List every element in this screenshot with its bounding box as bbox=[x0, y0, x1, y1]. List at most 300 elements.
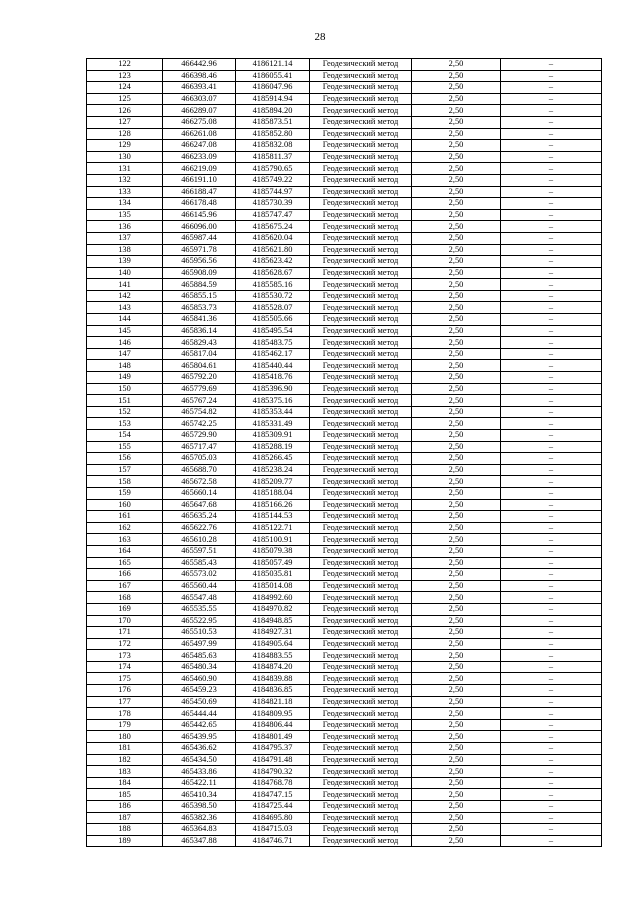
method-cell: Геодезический метод bbox=[310, 627, 412, 639]
accuracy-cell: 2,50 bbox=[412, 430, 501, 442]
point-number-cell: 188 bbox=[87, 824, 163, 836]
table-row bbox=[87, 116, 602, 128]
y-coordinate-cell: 4185675.24 bbox=[236, 221, 310, 233]
method-cell: Геодезический метод bbox=[310, 743, 412, 755]
accuracy-cell: 2,50 bbox=[412, 476, 501, 488]
table-row bbox=[87, 545, 602, 557]
method-cell: Геодезический метод bbox=[310, 487, 412, 499]
accuracy-cell: 2,50 bbox=[412, 151, 501, 163]
description-cell: – bbox=[501, 615, 602, 627]
description-cell: – bbox=[501, 835, 602, 847]
y-coordinate-cell: 4185035.81 bbox=[236, 569, 310, 581]
point-number-cell: 150 bbox=[87, 383, 163, 395]
accuracy-cell: 2,50 bbox=[412, 592, 501, 604]
accuracy-cell: 2,50 bbox=[412, 383, 501, 395]
x-coordinate-cell: 466393.41 bbox=[163, 82, 236, 94]
y-coordinate-cell: 4185744.97 bbox=[236, 186, 310, 198]
method-cell: Геодезический метод bbox=[310, 603, 412, 615]
y-coordinate-cell: 4185747.47 bbox=[236, 209, 310, 221]
point-number-cell: 123 bbox=[87, 70, 163, 82]
x-coordinate-cell: 465450.69 bbox=[163, 696, 236, 708]
method-cell: Геодезический метод bbox=[310, 534, 412, 546]
y-coordinate-cell: 4184790.32 bbox=[236, 766, 310, 778]
description-cell: – bbox=[501, 174, 602, 186]
method-cell: Геодезический метод bbox=[310, 198, 412, 210]
description-cell: – bbox=[501, 59, 602, 71]
y-coordinate-cell: 4184747.15 bbox=[236, 789, 310, 801]
point-number-cell: 159 bbox=[87, 487, 163, 499]
table-row bbox=[87, 592, 602, 604]
table-row bbox=[87, 174, 602, 186]
method-cell: Геодезический метод bbox=[310, 766, 412, 778]
description-cell: – bbox=[501, 557, 602, 569]
y-coordinate-cell: 4184715.03 bbox=[236, 824, 310, 836]
x-coordinate-cell: 466219.09 bbox=[163, 163, 236, 175]
accuracy-cell: 2,50 bbox=[412, 116, 501, 128]
point-number-cell: 162 bbox=[87, 522, 163, 534]
description-cell: – bbox=[501, 93, 602, 105]
table-row bbox=[87, 580, 602, 592]
y-coordinate-cell: 4185894.20 bbox=[236, 105, 310, 117]
point-number-cell: 137 bbox=[87, 232, 163, 244]
y-coordinate-cell: 4184927.31 bbox=[236, 627, 310, 639]
x-coordinate-cell: 466145.96 bbox=[163, 209, 236, 221]
y-coordinate-cell: 4185790.65 bbox=[236, 163, 310, 175]
description-cell: – bbox=[501, 116, 602, 128]
point-number-cell: 173 bbox=[87, 650, 163, 662]
x-coordinate-cell: 465688.70 bbox=[163, 464, 236, 476]
table-row bbox=[87, 476, 602, 488]
y-coordinate-cell: 4185353.44 bbox=[236, 406, 310, 418]
y-coordinate-cell: 4185209.77 bbox=[236, 476, 310, 488]
accuracy-cell: 2,50 bbox=[412, 534, 501, 546]
description-cell: – bbox=[501, 395, 602, 407]
method-cell: Геодезический метод bbox=[310, 337, 412, 349]
method-cell: Геодезический метод bbox=[310, 256, 412, 268]
accuracy-cell: 2,50 bbox=[412, 337, 501, 349]
point-number-cell: 127 bbox=[87, 116, 163, 128]
table-row bbox=[87, 673, 602, 685]
coordinates-table-body bbox=[87, 59, 602, 847]
accuracy-cell: 2,50 bbox=[412, 105, 501, 117]
table-row bbox=[87, 453, 602, 465]
accuracy-cell: 2,50 bbox=[412, 569, 501, 581]
table-row bbox=[87, 325, 602, 337]
y-coordinate-cell: 4185852.80 bbox=[236, 128, 310, 140]
x-coordinate-cell: 465792.20 bbox=[163, 372, 236, 384]
accuracy-cell: 2,50 bbox=[412, 673, 501, 685]
table-row bbox=[87, 441, 602, 453]
y-coordinate-cell: 4185749.22 bbox=[236, 174, 310, 186]
table-row bbox=[87, 661, 602, 673]
table-row bbox=[87, 244, 602, 256]
accuracy-cell: 2,50 bbox=[412, 580, 501, 592]
description-cell: – bbox=[501, 406, 602, 418]
table-row bbox=[87, 59, 602, 71]
table-row bbox=[87, 290, 602, 302]
description-cell: – bbox=[501, 348, 602, 360]
x-coordinate-cell: 465497.99 bbox=[163, 638, 236, 650]
table-row bbox=[87, 93, 602, 105]
method-cell: Геодезический метод bbox=[310, 128, 412, 140]
table-row bbox=[87, 128, 602, 140]
accuracy-cell: 2,50 bbox=[412, 615, 501, 627]
accuracy-cell: 2,50 bbox=[412, 418, 501, 430]
table-row bbox=[87, 499, 602, 511]
method-cell: Геодезический метод bbox=[310, 232, 412, 244]
table-row bbox=[87, 627, 602, 639]
description-cell: – bbox=[501, 209, 602, 221]
accuracy-cell: 2,50 bbox=[412, 719, 501, 731]
point-number-cell: 153 bbox=[87, 418, 163, 430]
method-cell: Геодезический метод bbox=[310, 430, 412, 442]
y-coordinate-cell: 4185621.80 bbox=[236, 244, 310, 256]
method-cell: Геодезический метод bbox=[310, 464, 412, 476]
point-number-cell: 154 bbox=[87, 430, 163, 442]
accuracy-cell: 2,50 bbox=[412, 221, 501, 233]
description-cell: – bbox=[501, 105, 602, 117]
x-coordinate-cell: 466247.08 bbox=[163, 140, 236, 152]
y-coordinate-cell: 4185288.19 bbox=[236, 441, 310, 453]
table-row bbox=[87, 719, 602, 731]
accuracy-cell: 2,50 bbox=[412, 696, 501, 708]
point-number-cell: 129 bbox=[87, 140, 163, 152]
x-coordinate-cell: 466096.00 bbox=[163, 221, 236, 233]
table-row bbox=[87, 163, 602, 175]
y-coordinate-cell: 4185440.44 bbox=[236, 360, 310, 372]
y-coordinate-cell: 4184883.55 bbox=[236, 650, 310, 662]
point-number-cell: 130 bbox=[87, 151, 163, 163]
accuracy-cell: 2,50 bbox=[412, 174, 501, 186]
y-coordinate-cell: 4184801.49 bbox=[236, 731, 310, 743]
point-number-cell: 182 bbox=[87, 754, 163, 766]
point-number-cell: 148 bbox=[87, 360, 163, 372]
accuracy-cell: 2,50 bbox=[412, 824, 501, 836]
point-number-cell: 144 bbox=[87, 314, 163, 326]
table-row bbox=[87, 511, 602, 523]
description-cell: – bbox=[501, 766, 602, 778]
accuracy-cell: 2,50 bbox=[412, 557, 501, 569]
point-number-cell: 169 bbox=[87, 603, 163, 615]
y-coordinate-cell: 4185530.72 bbox=[236, 290, 310, 302]
method-cell: Геодезический метод bbox=[310, 801, 412, 813]
method-cell: Геодезический метод bbox=[310, 754, 412, 766]
y-coordinate-cell: 4185620.04 bbox=[236, 232, 310, 244]
accuracy-cell: 2,50 bbox=[412, 279, 501, 291]
method-cell: Геодезический метод bbox=[310, 638, 412, 650]
table-row bbox=[87, 615, 602, 627]
x-coordinate-cell: 465841.36 bbox=[163, 314, 236, 326]
x-coordinate-cell: 465717.47 bbox=[163, 441, 236, 453]
description-cell: – bbox=[501, 221, 602, 233]
accuracy-cell: 2,50 bbox=[412, 198, 501, 210]
method-cell: Геодезический метод bbox=[310, 406, 412, 418]
point-number-cell: 132 bbox=[87, 174, 163, 186]
x-coordinate-cell: 466261.08 bbox=[163, 128, 236, 140]
point-number-cell: 179 bbox=[87, 719, 163, 731]
table-row bbox=[87, 186, 602, 198]
table-row bbox=[87, 801, 602, 813]
table-row bbox=[87, 766, 602, 778]
description-cell: – bbox=[501, 824, 602, 836]
x-coordinate-cell: 465436.62 bbox=[163, 743, 236, 755]
method-cell: Геодезический метод bbox=[310, 685, 412, 697]
table-row bbox=[87, 221, 602, 233]
table-row bbox=[87, 383, 602, 395]
point-number-cell: 168 bbox=[87, 592, 163, 604]
point-number-cell: 164 bbox=[87, 545, 163, 557]
y-coordinate-cell: 4186055.41 bbox=[236, 70, 310, 82]
table-row bbox=[87, 418, 602, 430]
table-row bbox=[87, 603, 602, 615]
method-cell: Геодезический метод bbox=[310, 279, 412, 291]
accuracy-cell: 2,50 bbox=[412, 835, 501, 847]
x-coordinate-cell: 465433.86 bbox=[163, 766, 236, 778]
description-cell: – bbox=[501, 801, 602, 813]
point-number-cell: 135 bbox=[87, 209, 163, 221]
point-number-cell: 146 bbox=[87, 337, 163, 349]
x-coordinate-cell: 465754.82 bbox=[163, 406, 236, 418]
x-coordinate-cell: 466233.09 bbox=[163, 151, 236, 163]
y-coordinate-cell: 4185079.38 bbox=[236, 545, 310, 557]
method-cell: Геодезический метод bbox=[310, 661, 412, 673]
description-cell: – bbox=[501, 325, 602, 337]
y-coordinate-cell: 4185238.24 bbox=[236, 464, 310, 476]
x-coordinate-cell: 465480.34 bbox=[163, 661, 236, 673]
accuracy-cell: 2,50 bbox=[412, 603, 501, 615]
x-coordinate-cell: 465647.68 bbox=[163, 499, 236, 511]
x-coordinate-cell: 466442.96 bbox=[163, 59, 236, 71]
y-coordinate-cell: 4184874.20 bbox=[236, 661, 310, 673]
point-number-cell: 124 bbox=[87, 82, 163, 94]
point-number-cell: 143 bbox=[87, 302, 163, 314]
x-coordinate-cell: 465444.44 bbox=[163, 708, 236, 720]
method-cell: Геодезический метод bbox=[310, 163, 412, 175]
y-coordinate-cell: 4185914.94 bbox=[236, 93, 310, 105]
y-coordinate-cell: 4185462.17 bbox=[236, 348, 310, 360]
y-coordinate-cell: 4185623.42 bbox=[236, 256, 310, 268]
x-coordinate-cell: 465804.61 bbox=[163, 360, 236, 372]
description-cell: – bbox=[501, 302, 602, 314]
point-number-cell: 174 bbox=[87, 661, 163, 673]
description-cell: – bbox=[501, 198, 602, 210]
accuracy-cell: 2,50 bbox=[412, 627, 501, 639]
method-cell: Геодезический метод bbox=[310, 174, 412, 186]
accuracy-cell: 2,50 bbox=[412, 163, 501, 175]
table-row bbox=[87, 696, 602, 708]
x-coordinate-cell: 466275.08 bbox=[163, 116, 236, 128]
method-cell: Геодезический метод bbox=[310, 360, 412, 372]
y-coordinate-cell: 4185528.07 bbox=[236, 302, 310, 314]
table-row bbox=[87, 279, 602, 291]
point-number-cell: 161 bbox=[87, 511, 163, 523]
point-number-cell: 172 bbox=[87, 638, 163, 650]
table-row bbox=[87, 569, 602, 581]
accuracy-cell: 2,50 bbox=[412, 325, 501, 337]
point-number-cell: 152 bbox=[87, 406, 163, 418]
method-cell: Геодезический метод bbox=[310, 731, 412, 743]
table-row bbox=[87, 731, 602, 743]
accuracy-cell: 2,50 bbox=[412, 70, 501, 82]
x-coordinate-cell: 465585.43 bbox=[163, 557, 236, 569]
x-coordinate-cell: 465908.09 bbox=[163, 267, 236, 279]
description-cell: – bbox=[501, 140, 602, 152]
y-coordinate-cell: 4185396.90 bbox=[236, 383, 310, 395]
x-coordinate-cell: 465779.69 bbox=[163, 383, 236, 395]
method-cell: Геодезический метод bbox=[310, 719, 412, 731]
accuracy-cell: 2,50 bbox=[412, 777, 501, 789]
point-number-cell: 166 bbox=[87, 569, 163, 581]
table-row bbox=[87, 835, 602, 847]
description-cell: – bbox=[501, 476, 602, 488]
accuracy-cell: 2,50 bbox=[412, 487, 501, 499]
point-number-cell: 185 bbox=[87, 789, 163, 801]
method-cell: Геодезический метод bbox=[310, 777, 412, 789]
point-number-cell: 181 bbox=[87, 743, 163, 755]
x-coordinate-cell: 465442.65 bbox=[163, 719, 236, 731]
table-row bbox=[87, 534, 602, 546]
description-cell: – bbox=[501, 592, 602, 604]
x-coordinate-cell: 465347.88 bbox=[163, 835, 236, 847]
x-coordinate-cell: 465767.24 bbox=[163, 395, 236, 407]
table-row bbox=[87, 372, 602, 384]
description-cell: – bbox=[501, 696, 602, 708]
x-coordinate-cell: 465398.50 bbox=[163, 801, 236, 813]
point-number-cell: 125 bbox=[87, 93, 163, 105]
method-cell: Геодезический метод bbox=[310, 812, 412, 824]
y-coordinate-cell: 4184791.48 bbox=[236, 754, 310, 766]
x-coordinate-cell: 465560.44 bbox=[163, 580, 236, 592]
table-row bbox=[87, 70, 602, 82]
table-row bbox=[87, 522, 602, 534]
accuracy-cell: 2,50 bbox=[412, 743, 501, 755]
accuracy-cell: 2,50 bbox=[412, 290, 501, 302]
method-cell: Геодезический метод bbox=[310, 557, 412, 569]
accuracy-cell: 2,50 bbox=[412, 731, 501, 743]
x-coordinate-cell: 465705.03 bbox=[163, 453, 236, 465]
accuracy-cell: 2,50 bbox=[412, 140, 501, 152]
method-cell: Геодезический метод bbox=[310, 569, 412, 581]
method-cell: Геодезический метод bbox=[310, 789, 412, 801]
table-row bbox=[87, 232, 602, 244]
point-number-cell: 167 bbox=[87, 580, 163, 592]
method-cell: Геодезический метод bbox=[310, 105, 412, 117]
method-cell: Геодезический метод bbox=[310, 244, 412, 256]
table-row bbox=[87, 638, 602, 650]
point-number-cell: 165 bbox=[87, 557, 163, 569]
description-cell: – bbox=[501, 627, 602, 639]
accuracy-cell: 2,50 bbox=[412, 754, 501, 766]
method-cell: Геодезический метод bbox=[310, 70, 412, 82]
x-coordinate-cell: 465522.95 bbox=[163, 615, 236, 627]
description-cell: – bbox=[501, 383, 602, 395]
accuracy-cell: 2,50 bbox=[412, 441, 501, 453]
y-coordinate-cell: 4184795.37 bbox=[236, 743, 310, 755]
point-number-cell: 141 bbox=[87, 279, 163, 291]
description-cell: – bbox=[501, 777, 602, 789]
description-cell: – bbox=[501, 569, 602, 581]
y-coordinate-cell: 4184839.88 bbox=[236, 673, 310, 685]
accuracy-cell: 2,50 bbox=[412, 244, 501, 256]
table-row bbox=[87, 789, 602, 801]
table-row bbox=[87, 557, 602, 569]
table-row bbox=[87, 256, 602, 268]
y-coordinate-cell: 4184821.18 bbox=[236, 696, 310, 708]
table-row bbox=[87, 650, 602, 662]
point-number-cell: 122 bbox=[87, 59, 163, 71]
description-cell: – bbox=[501, 186, 602, 198]
point-number-cell: 140 bbox=[87, 267, 163, 279]
table-row bbox=[87, 337, 602, 349]
description-cell: – bbox=[501, 661, 602, 673]
description-cell: – bbox=[501, 151, 602, 163]
method-cell: Геодезический метод bbox=[310, 186, 412, 198]
y-coordinate-cell: 4184809.95 bbox=[236, 708, 310, 720]
accuracy-cell: 2,50 bbox=[412, 511, 501, 523]
method-cell: Геодезический метод bbox=[310, 441, 412, 453]
x-coordinate-cell: 465829.43 bbox=[163, 337, 236, 349]
y-coordinate-cell: 4185495.54 bbox=[236, 325, 310, 337]
y-coordinate-cell: 4185122.71 bbox=[236, 522, 310, 534]
y-coordinate-cell: 4185057.49 bbox=[236, 557, 310, 569]
accuracy-cell: 2,50 bbox=[412, 128, 501, 140]
description-cell: – bbox=[501, 70, 602, 82]
accuracy-cell: 2,50 bbox=[412, 708, 501, 720]
point-number-cell: 156 bbox=[87, 453, 163, 465]
accuracy-cell: 2,50 bbox=[412, 661, 501, 673]
description-cell: – bbox=[501, 244, 602, 256]
point-number-cell: 139 bbox=[87, 256, 163, 268]
y-coordinate-cell: 4185375.16 bbox=[236, 395, 310, 407]
accuracy-cell: 2,50 bbox=[412, 499, 501, 511]
x-coordinate-cell: 465622.76 bbox=[163, 522, 236, 534]
method-cell: Геодезический метод bbox=[310, 383, 412, 395]
point-number-cell: 126 bbox=[87, 105, 163, 117]
point-number-cell: 149 bbox=[87, 372, 163, 384]
description-cell: – bbox=[501, 743, 602, 755]
point-number-cell: 147 bbox=[87, 348, 163, 360]
table-row bbox=[87, 348, 602, 360]
table-row bbox=[87, 105, 602, 117]
table-row bbox=[87, 314, 602, 326]
point-number-cell: 145 bbox=[87, 325, 163, 337]
point-number-cell: 151 bbox=[87, 395, 163, 407]
description-cell: – bbox=[501, 290, 602, 302]
method-cell: Геодезический метод bbox=[310, 290, 412, 302]
method-cell: Геодезический метод bbox=[310, 372, 412, 384]
table-row bbox=[87, 151, 602, 163]
table-row bbox=[87, 685, 602, 697]
y-coordinate-cell: 4185266.45 bbox=[236, 453, 310, 465]
x-coordinate-cell: 465855.15 bbox=[163, 290, 236, 302]
table-row bbox=[87, 812, 602, 824]
x-coordinate-cell: 465742.25 bbox=[163, 418, 236, 430]
method-cell: Геодезический метод bbox=[310, 209, 412, 221]
x-coordinate-cell: 465635.24 bbox=[163, 511, 236, 523]
table-row bbox=[87, 430, 602, 442]
y-coordinate-cell: 4185309.91 bbox=[236, 430, 310, 442]
y-coordinate-cell: 4184806.44 bbox=[236, 719, 310, 731]
table-row bbox=[87, 754, 602, 766]
y-coordinate-cell: 4185144.53 bbox=[236, 511, 310, 523]
point-number-cell: 128 bbox=[87, 128, 163, 140]
y-coordinate-cell: 4184725.44 bbox=[236, 801, 310, 813]
accuracy-cell: 2,50 bbox=[412, 545, 501, 557]
table-row bbox=[87, 487, 602, 499]
accuracy-cell: 2,50 bbox=[412, 232, 501, 244]
description-cell: – bbox=[501, 372, 602, 384]
table-row bbox=[87, 464, 602, 476]
